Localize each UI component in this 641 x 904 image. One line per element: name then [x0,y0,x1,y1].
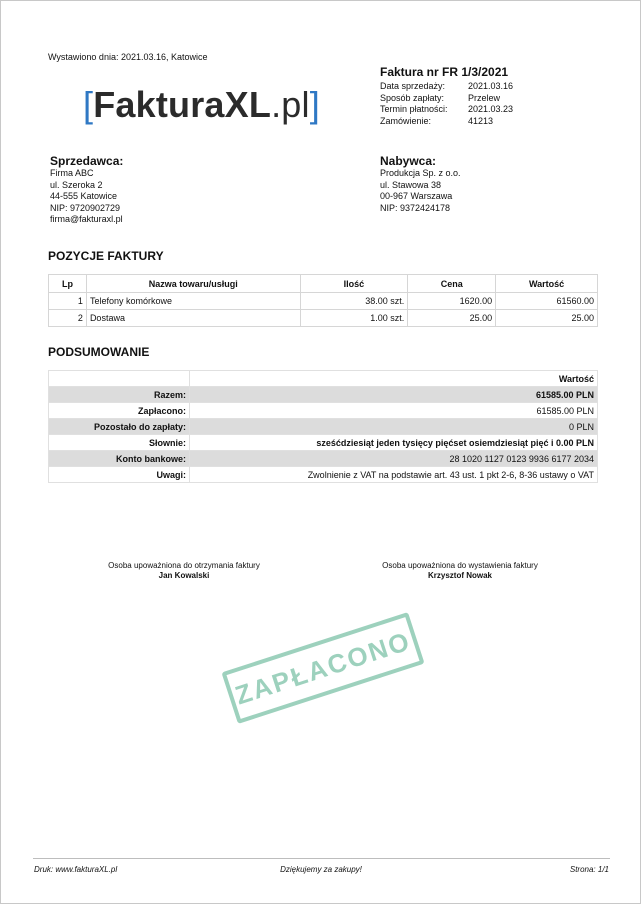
fakturaxl-logo: [FakturaXL.pl] [83,84,320,125]
signature-receiver: Osoba upoważniona do otrzymania faktury Jan Kowalski [108,561,260,580]
summary-row-total: Razem: 61585.00 PLN [49,387,598,403]
summary-section-title: PODSUMOWANIE [48,345,150,359]
meta-row: Termin płatności: 2021.03.23 [380,104,514,114]
items-section-title: POZYCJE FAKTURY [48,249,164,263]
summary-table [48,370,598,483]
summary-row-remaining: Pozostało do zapłaty: 0 PLN [49,419,598,435]
footer-thanks: Dziękujemy za zakupy! [280,865,362,874]
footer-page-number: Strona: 1/1 [569,865,609,874]
table-header-row: Lp Nazwa towaru/usługi Ilość Cena Wartość [49,275,598,293]
summary-row-notes: Uwagi: Zwolnienie z VAT na podstawie art. 43 ust. 1 pkt 2-6, 8-36 ustawy o VAT [49,467,598,483]
meta-row: Data sprzedaży: 2021.03.16 [380,81,514,91]
summary-row-paid: Zapłacono: 61585.00 PLN [49,403,598,419]
invoice-meta [380,81,513,127]
footer-print-source: Druk: www.fakturaXL.pl [34,865,118,874]
paid-stamp: ZAPŁACONO [221,612,424,724]
buyer-block [380,154,461,214]
buyer-details: Produkcja Sp. z o.o. ul. Stawowa 38 00-967 Warszawa NIP: 9372424178 [380,168,461,213]
table-row: 1 Telefony komórkowe 38.00 szt. 1620.00 61560.00 [49,293,598,310]
seller-details: Firma ABC ul. Szeroka 2 44-555 Katowice NIP: 9720902729 firma@fakturaxl.pl [50,168,123,224]
meta-row: Sposób zapłaty: Przelew [380,92,501,103]
signature-issuer: Osoba upoważniona do wystawienia faktury Krzysztof Nowak [382,561,538,580]
issue-date-place: Wystawiono dnia: 2021.03.16, Katowice [48,52,208,62]
invoice-number: Faktura nr FR 1/3/2021 [380,65,509,79]
meta-row: Zamówienie: 41213 [380,115,494,126]
buyer-title: Nabywca: [380,154,437,168]
summary-header-row: Wartość [49,371,598,387]
summary-row-in-words: Słownie: sześćdziesiąt jeden tysięcy pięćset osiemdziesiąt pięć i 0.00 PLN [49,435,598,451]
summary-row-bank-account: Konto bankowe: 28 1020 1127 0123 9936 6177 2034 [49,451,598,467]
footer-divider [33,858,610,859]
items-table [48,274,598,327]
seller-title: Sprzedawca: [50,154,124,168]
table-row: 2 Dostawa 1.00 szt. 25.00 25.00 [49,310,598,327]
seller-block [50,154,123,226]
